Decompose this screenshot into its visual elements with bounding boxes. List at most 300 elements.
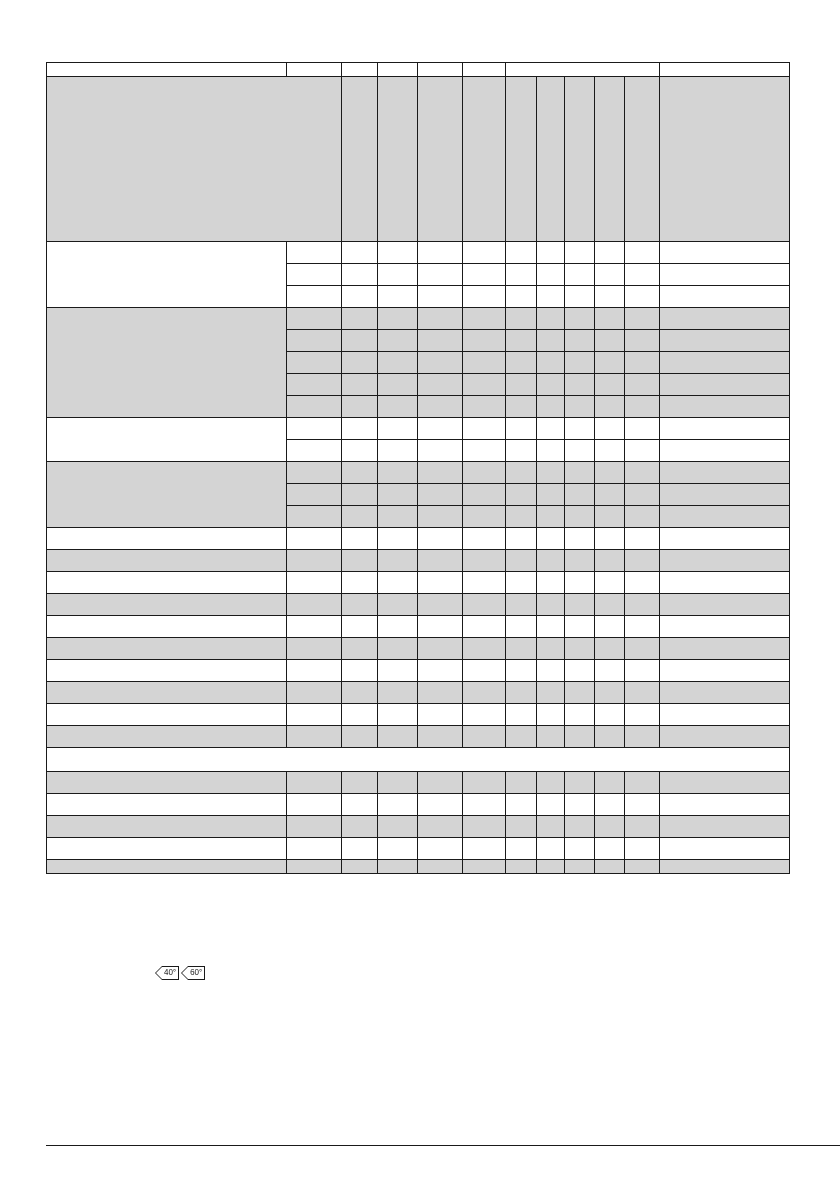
table-cell bbox=[537, 330, 565, 352]
table-cell bbox=[287, 286, 342, 308]
table-cell bbox=[47, 572, 287, 594]
table-cell bbox=[342, 794, 378, 816]
table-header-cell bbox=[342, 77, 378, 242]
table-cell bbox=[287, 330, 342, 352]
table-cell bbox=[506, 374, 537, 396]
table-cell bbox=[342, 484, 378, 506]
table-cell bbox=[565, 418, 595, 440]
table-row bbox=[47, 704, 790, 726]
table-cell bbox=[565, 484, 595, 506]
tag-arrow-icon bbox=[155, 966, 162, 980]
table-row bbox=[47, 638, 790, 660]
table-cell bbox=[506, 440, 537, 462]
table-cell bbox=[418, 396, 463, 418]
table-cell bbox=[565, 286, 595, 308]
table-group-label bbox=[47, 242, 287, 308]
table-cell bbox=[287, 396, 342, 418]
table-cell bbox=[660, 528, 790, 550]
table-cell bbox=[506, 794, 537, 816]
table-cell bbox=[463, 638, 506, 660]
table-cell bbox=[342, 440, 378, 462]
table-cell bbox=[418, 506, 463, 528]
table-cell bbox=[378, 572, 418, 594]
table-cell bbox=[565, 794, 595, 816]
table-cell bbox=[595, 484, 625, 506]
table-cell bbox=[660, 63, 790, 77]
table-cell bbox=[595, 660, 625, 682]
table-cell bbox=[506, 572, 537, 594]
table-cell bbox=[342, 264, 378, 286]
table-cell bbox=[660, 860, 790, 874]
table-cell bbox=[47, 550, 287, 572]
table-cell bbox=[506, 816, 537, 838]
table-cell bbox=[47, 682, 287, 704]
table-group-label bbox=[47, 308, 287, 418]
table-cell bbox=[342, 286, 378, 308]
table-cell bbox=[660, 572, 790, 594]
table-cell bbox=[625, 572, 660, 594]
table-cell bbox=[565, 462, 595, 484]
table-header-cell bbox=[378, 77, 418, 242]
table-cell bbox=[660, 440, 790, 462]
table-cell bbox=[378, 63, 418, 77]
table-cell bbox=[47, 594, 287, 616]
table-cell bbox=[595, 374, 625, 396]
table-cell bbox=[660, 484, 790, 506]
table-cell bbox=[537, 528, 565, 550]
table-cell bbox=[625, 440, 660, 462]
table-cell bbox=[660, 682, 790, 704]
table-cell bbox=[418, 860, 463, 874]
temperature-tag-40 bbox=[155, 966, 179, 980]
table-cell bbox=[342, 726, 378, 748]
table-cell bbox=[537, 396, 565, 418]
table-cell bbox=[565, 726, 595, 748]
table-row bbox=[47, 550, 790, 572]
table-cell bbox=[287, 726, 342, 748]
table-cell bbox=[418, 594, 463, 616]
table-cell bbox=[506, 418, 537, 440]
table-cell bbox=[660, 660, 790, 682]
table-row bbox=[47, 726, 790, 748]
table-cell bbox=[418, 462, 463, 484]
table-cell bbox=[625, 594, 660, 616]
table-cell bbox=[378, 550, 418, 572]
table-cell bbox=[463, 660, 506, 682]
table-cell bbox=[537, 506, 565, 528]
table-cell bbox=[463, 484, 506, 506]
table-cell bbox=[660, 726, 790, 748]
table-cell bbox=[565, 638, 595, 660]
table-cell bbox=[625, 330, 660, 352]
table-cell bbox=[418, 772, 463, 794]
table-cell bbox=[287, 816, 342, 838]
table-cell bbox=[595, 860, 625, 874]
table-cell bbox=[565, 506, 595, 528]
table-cell bbox=[537, 726, 565, 748]
table-cell bbox=[287, 418, 342, 440]
table-cell bbox=[47, 63, 287, 77]
table-cell bbox=[378, 506, 418, 528]
table-cell bbox=[625, 838, 660, 860]
table-cell bbox=[506, 638, 537, 660]
table-cell bbox=[418, 550, 463, 572]
table-cell bbox=[537, 616, 565, 638]
table-cell bbox=[660, 816, 790, 838]
table-group-label bbox=[47, 462, 287, 528]
table-cell bbox=[287, 264, 342, 286]
table-cell bbox=[506, 860, 537, 874]
table-cell bbox=[418, 330, 463, 352]
table-cell bbox=[378, 594, 418, 616]
table-cell bbox=[537, 286, 565, 308]
table-cell bbox=[342, 772, 378, 794]
table-cell bbox=[506, 726, 537, 748]
table-cell bbox=[378, 330, 418, 352]
table-cell bbox=[565, 440, 595, 462]
table-cell bbox=[418, 682, 463, 704]
table-cell bbox=[287, 550, 342, 572]
table-cell bbox=[595, 308, 625, 330]
table-cell bbox=[342, 594, 378, 616]
table-cell bbox=[565, 308, 595, 330]
table-cell bbox=[463, 352, 506, 374]
table-row bbox=[47, 462, 790, 484]
table-cell bbox=[378, 462, 418, 484]
table-header-cell bbox=[660, 77, 790, 242]
table-cell bbox=[463, 550, 506, 572]
table-header-cell bbox=[506, 77, 537, 242]
table-cell bbox=[537, 440, 565, 462]
table-cell bbox=[378, 484, 418, 506]
table-cell bbox=[537, 352, 565, 374]
table-cell bbox=[418, 286, 463, 308]
table-cell bbox=[47, 772, 287, 794]
table-cell bbox=[342, 860, 378, 874]
table-cell bbox=[47, 616, 287, 638]
table-cell bbox=[595, 616, 625, 638]
table-cell bbox=[660, 462, 790, 484]
program-table bbox=[46, 62, 790, 874]
table-cell bbox=[565, 616, 595, 638]
table-row bbox=[47, 772, 790, 794]
table-cell bbox=[342, 816, 378, 838]
table-cell bbox=[418, 418, 463, 440]
table-cell bbox=[565, 550, 595, 572]
table-cell bbox=[342, 352, 378, 374]
table-cell bbox=[625, 860, 660, 874]
table-cell bbox=[660, 704, 790, 726]
table-cell bbox=[537, 484, 565, 506]
table-cell bbox=[342, 660, 378, 682]
table-cell bbox=[625, 682, 660, 704]
table-cell bbox=[660, 264, 790, 286]
table-cell bbox=[342, 418, 378, 440]
table-cell bbox=[537, 772, 565, 794]
table-cell bbox=[47, 528, 287, 550]
table-cell bbox=[537, 682, 565, 704]
table-cell bbox=[537, 638, 565, 660]
table-cell bbox=[378, 308, 418, 330]
table-cell bbox=[660, 242, 790, 264]
table-cell bbox=[537, 794, 565, 816]
table-cell bbox=[506, 660, 537, 682]
table-cell bbox=[506, 682, 537, 704]
table-cell bbox=[537, 838, 565, 860]
table-cell bbox=[595, 838, 625, 860]
table-cell bbox=[660, 374, 790, 396]
table-cell bbox=[47, 860, 287, 874]
table-cell bbox=[47, 704, 287, 726]
table-cell bbox=[463, 794, 506, 816]
table-cell bbox=[418, 440, 463, 462]
table-cell bbox=[463, 682, 506, 704]
table-cell bbox=[595, 528, 625, 550]
table-cell bbox=[537, 660, 565, 682]
footer-divider bbox=[46, 1145, 840, 1146]
table-cell bbox=[463, 816, 506, 838]
table-cell bbox=[378, 772, 418, 794]
table-cell bbox=[342, 572, 378, 594]
table-cell bbox=[463, 374, 506, 396]
table-cell bbox=[47, 816, 287, 838]
table-cell bbox=[463, 440, 506, 462]
table-cell bbox=[378, 264, 418, 286]
table-cell bbox=[418, 484, 463, 506]
table-cell bbox=[342, 550, 378, 572]
table-header-cell bbox=[463, 77, 506, 242]
table-cell bbox=[660, 396, 790, 418]
table-cell bbox=[463, 63, 506, 77]
table-cell bbox=[595, 772, 625, 794]
table-cell bbox=[595, 462, 625, 484]
table-cell bbox=[287, 660, 342, 682]
table-cell bbox=[625, 418, 660, 440]
table-cell bbox=[595, 506, 625, 528]
table-cell bbox=[342, 682, 378, 704]
table-row bbox=[47, 418, 790, 440]
table-cell bbox=[625, 704, 660, 726]
table-cell bbox=[595, 418, 625, 440]
table-cell bbox=[506, 308, 537, 330]
table-cell bbox=[463, 264, 506, 286]
table-cell bbox=[625, 660, 660, 682]
table-cell bbox=[565, 682, 595, 704]
table-cell bbox=[506, 838, 537, 860]
table-cell bbox=[537, 418, 565, 440]
table-cell bbox=[625, 484, 660, 506]
table-cell bbox=[342, 638, 378, 660]
table-cell bbox=[378, 638, 418, 660]
table-row bbox=[47, 572, 790, 594]
table-cell bbox=[342, 528, 378, 550]
table-cell bbox=[506, 528, 537, 550]
table-row bbox=[47, 860, 790, 874]
table-cell bbox=[378, 528, 418, 550]
table-cell bbox=[506, 286, 537, 308]
table-cell bbox=[378, 682, 418, 704]
table-cell bbox=[537, 308, 565, 330]
table-cell bbox=[595, 330, 625, 352]
table-header-cell bbox=[565, 77, 595, 242]
table-row bbox=[47, 308, 790, 330]
table-cell bbox=[506, 704, 537, 726]
table-row bbox=[47, 594, 790, 616]
table-cell bbox=[660, 308, 790, 330]
table-cell bbox=[506, 352, 537, 374]
table-group-label bbox=[47, 418, 287, 462]
table-cell bbox=[287, 462, 342, 484]
table-cell bbox=[660, 330, 790, 352]
table-cell bbox=[463, 506, 506, 528]
table-cell bbox=[418, 572, 463, 594]
table-cell bbox=[287, 860, 342, 874]
table-cell bbox=[287, 374, 342, 396]
table-cell bbox=[378, 794, 418, 816]
table-cell bbox=[418, 660, 463, 682]
table-cell bbox=[342, 330, 378, 352]
table-cell bbox=[378, 660, 418, 682]
table-cell bbox=[595, 352, 625, 374]
table-cell bbox=[342, 63, 378, 77]
table-cell bbox=[418, 242, 463, 264]
table-cell bbox=[47, 838, 287, 860]
table-cell bbox=[287, 704, 342, 726]
table-cell bbox=[595, 794, 625, 816]
table-cell bbox=[625, 726, 660, 748]
table-cell bbox=[463, 572, 506, 594]
table-cell bbox=[287, 682, 342, 704]
table-cell bbox=[595, 286, 625, 308]
table-header-cell bbox=[625, 77, 660, 242]
table-section-cell bbox=[47, 748, 790, 772]
table-cell bbox=[565, 594, 595, 616]
table-cell bbox=[418, 352, 463, 374]
table-cell bbox=[595, 682, 625, 704]
table-header-cell bbox=[418, 77, 463, 242]
table-cell bbox=[378, 816, 418, 838]
table-cell bbox=[625, 286, 660, 308]
table-cell bbox=[625, 816, 660, 838]
table-cell bbox=[463, 396, 506, 418]
table-cell bbox=[565, 772, 595, 794]
table-cell bbox=[463, 308, 506, 330]
table-cell bbox=[287, 440, 342, 462]
table-header-group bbox=[506, 63, 660, 77]
table-cell bbox=[595, 638, 625, 660]
table-cell bbox=[625, 396, 660, 418]
table-cell bbox=[595, 594, 625, 616]
table-cell bbox=[47, 726, 287, 748]
table-cell bbox=[506, 550, 537, 572]
table-cell bbox=[660, 616, 790, 638]
table-cell bbox=[537, 264, 565, 286]
table-cell bbox=[342, 704, 378, 726]
table-cell bbox=[595, 550, 625, 572]
table-cell bbox=[660, 772, 790, 794]
table-cell bbox=[506, 616, 537, 638]
table-cell bbox=[463, 616, 506, 638]
table-cell bbox=[287, 63, 342, 77]
table-cell bbox=[595, 726, 625, 748]
table-header-row bbox=[47, 77, 790, 242]
table-cell bbox=[565, 396, 595, 418]
table-cell bbox=[418, 704, 463, 726]
table-cell bbox=[378, 374, 418, 396]
table-cell bbox=[378, 726, 418, 748]
table-cell bbox=[537, 704, 565, 726]
table-cell bbox=[506, 396, 537, 418]
table-cell bbox=[418, 816, 463, 838]
table-cell bbox=[660, 838, 790, 860]
table-cell bbox=[565, 704, 595, 726]
table-cell bbox=[660, 638, 790, 660]
table-cell bbox=[625, 550, 660, 572]
table-cell bbox=[463, 330, 506, 352]
table-cell bbox=[287, 772, 342, 794]
table-cell bbox=[463, 528, 506, 550]
table-cell bbox=[287, 838, 342, 860]
table-row bbox=[47, 794, 790, 816]
table-cell bbox=[463, 286, 506, 308]
table-section-row bbox=[47, 748, 790, 772]
table-cell bbox=[595, 440, 625, 462]
table-cell bbox=[660, 794, 790, 816]
table-cell bbox=[537, 242, 565, 264]
table-cell bbox=[287, 572, 342, 594]
table-cell bbox=[625, 616, 660, 638]
table-cell bbox=[506, 594, 537, 616]
table-cell bbox=[342, 462, 378, 484]
table-row bbox=[47, 242, 790, 264]
table-cell bbox=[463, 726, 506, 748]
table-cell bbox=[625, 242, 660, 264]
table-cell bbox=[287, 794, 342, 816]
table-cell bbox=[625, 308, 660, 330]
table-cell bbox=[660, 550, 790, 572]
table-cell bbox=[463, 860, 506, 874]
table-cell bbox=[537, 860, 565, 874]
table-cell bbox=[342, 308, 378, 330]
table-cell bbox=[660, 506, 790, 528]
table-cell bbox=[595, 704, 625, 726]
table-cell bbox=[565, 330, 595, 352]
table-cell bbox=[595, 242, 625, 264]
table-cell bbox=[625, 462, 660, 484]
table-cell bbox=[378, 440, 418, 462]
table-cell bbox=[418, 616, 463, 638]
table-cell bbox=[660, 286, 790, 308]
table-cell bbox=[378, 396, 418, 418]
table-cell bbox=[565, 264, 595, 286]
table-cell bbox=[565, 660, 595, 682]
table-header-cell bbox=[537, 77, 565, 242]
table-cell bbox=[342, 506, 378, 528]
table-cell bbox=[342, 616, 378, 638]
table-cell bbox=[463, 418, 506, 440]
table-cell bbox=[537, 572, 565, 594]
table-cell bbox=[565, 528, 595, 550]
table-cell bbox=[378, 860, 418, 874]
table-cell bbox=[287, 594, 342, 616]
table-cell bbox=[625, 528, 660, 550]
table-cell bbox=[418, 63, 463, 77]
table-cell bbox=[625, 374, 660, 396]
table-cell bbox=[660, 594, 790, 616]
table-cell bbox=[625, 638, 660, 660]
temperature-tags bbox=[155, 966, 205, 980]
table-cell bbox=[47, 660, 287, 682]
